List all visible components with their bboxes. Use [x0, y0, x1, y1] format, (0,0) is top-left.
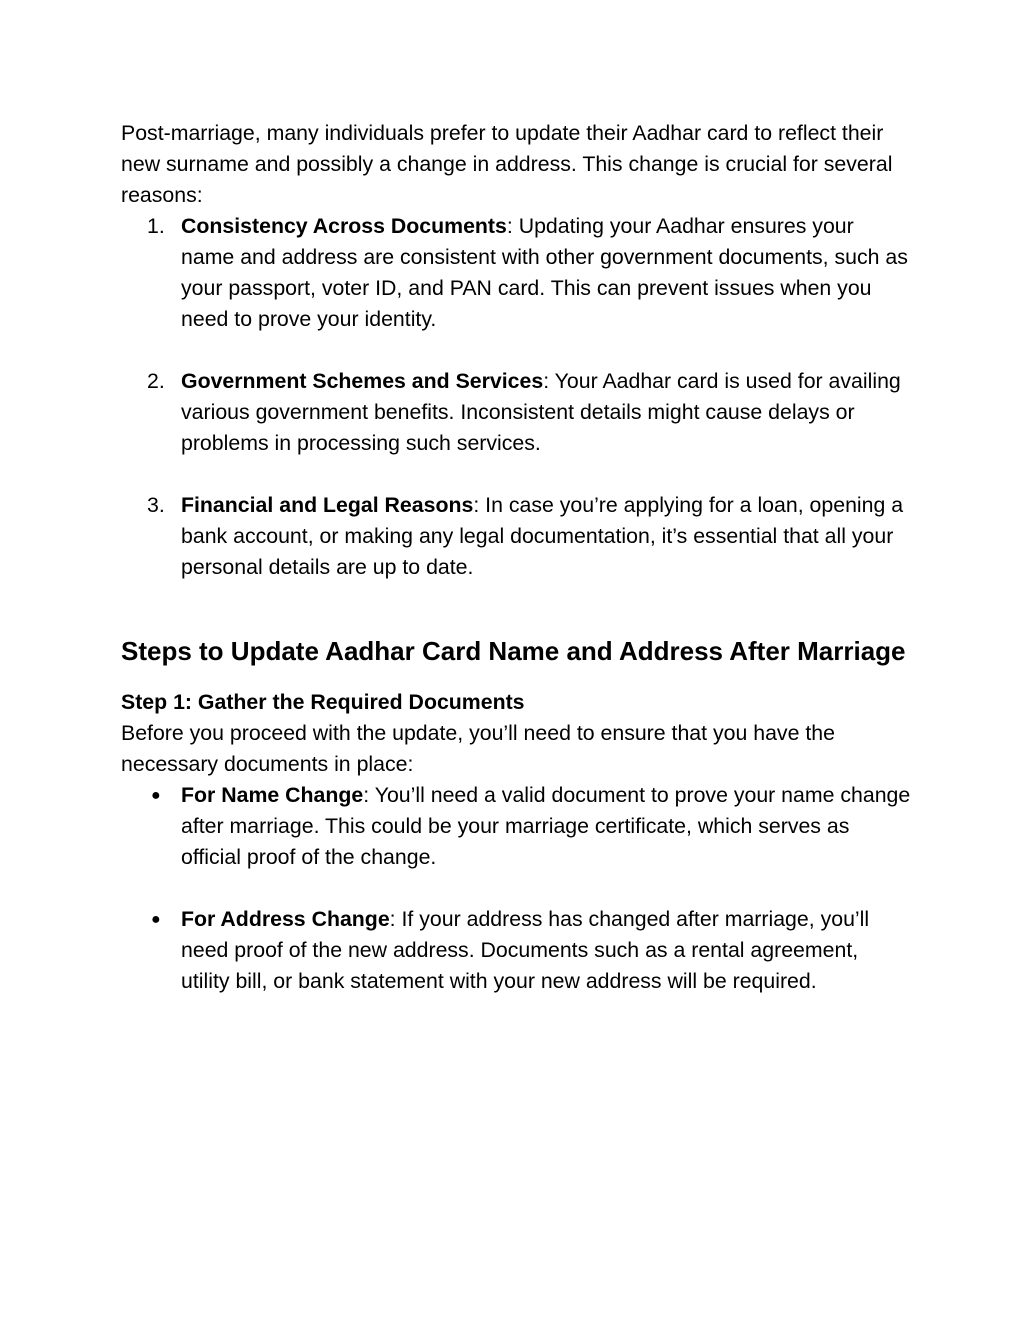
step-heading: Step 1: Gather the Required Documents: [121, 690, 525, 714]
list-item-title: Financial and Legal Reasons: [181, 493, 474, 517]
list-item-text: : Updating your Aadhar ensures your name and address are consistent with other government documents, such as your passport, voter ID, and PAN card. This can prevent issues when you need to prove your identity.: [181, 214, 908, 331]
step-intro-paragraph: Before you proceed with the update, you’ll need to ensure that you have the necessary documents in place:: [121, 721, 835, 776]
bullet-icon: ●: [151, 911, 161, 928]
list-item-title: For Address Change: [181, 907, 390, 931]
list-item-text: : In case you’re applying for a loan, opening a bank account, or making any legal documentation, it’s essential that all your personal details are up to date.: [181, 493, 904, 579]
list-item-text: : You’ll need a valid document to prove your name change after marriage. This could be your marriage certificate, which serves as official proof of the change.: [181, 783, 911, 869]
list-item: [121, 780, 911, 873]
list-item: [121, 904, 911, 997]
list-item: [121, 490, 911, 583]
section-heading: Steps to Update Aadhar Card Name and Address After Marriage: [121, 636, 906, 666]
intro-paragraph: Post-marriage, many individuals prefer to update their Aadhar card to reflect their new surname and possibly a change in address. This change is crucial for several reasons:: [121, 121, 893, 207]
list-number: 1.: [147, 214, 165, 238]
bullet-icon: ●: [151, 787, 161, 804]
list-number: 2.: [147, 369, 165, 393]
list-item-text: : Your Aadhar card is used for availing various government benefits. Inconsistent details might cause delays or problems in processing such services.: [181, 369, 901, 455]
list-item: [121, 366, 911, 459]
list-item-text: : If your address has changed after marriage, you’ll need proof of the new address. Documents such as a rental agreement, utility bill, or bank statement with your new address will be required.: [181, 907, 870, 993]
documents-list: [121, 780, 911, 997]
list-item-title: For Name Change: [181, 783, 364, 807]
reasons-list: [121, 211, 911, 583]
list-number: 3.: [147, 493, 165, 517]
document-page: [121, 118, 911, 997]
list-item: [121, 211, 911, 335]
list-item-title: Consistency Across Documents: [181, 214, 507, 238]
list-item-title: Government Schemes and Services: [181, 369, 544, 393]
